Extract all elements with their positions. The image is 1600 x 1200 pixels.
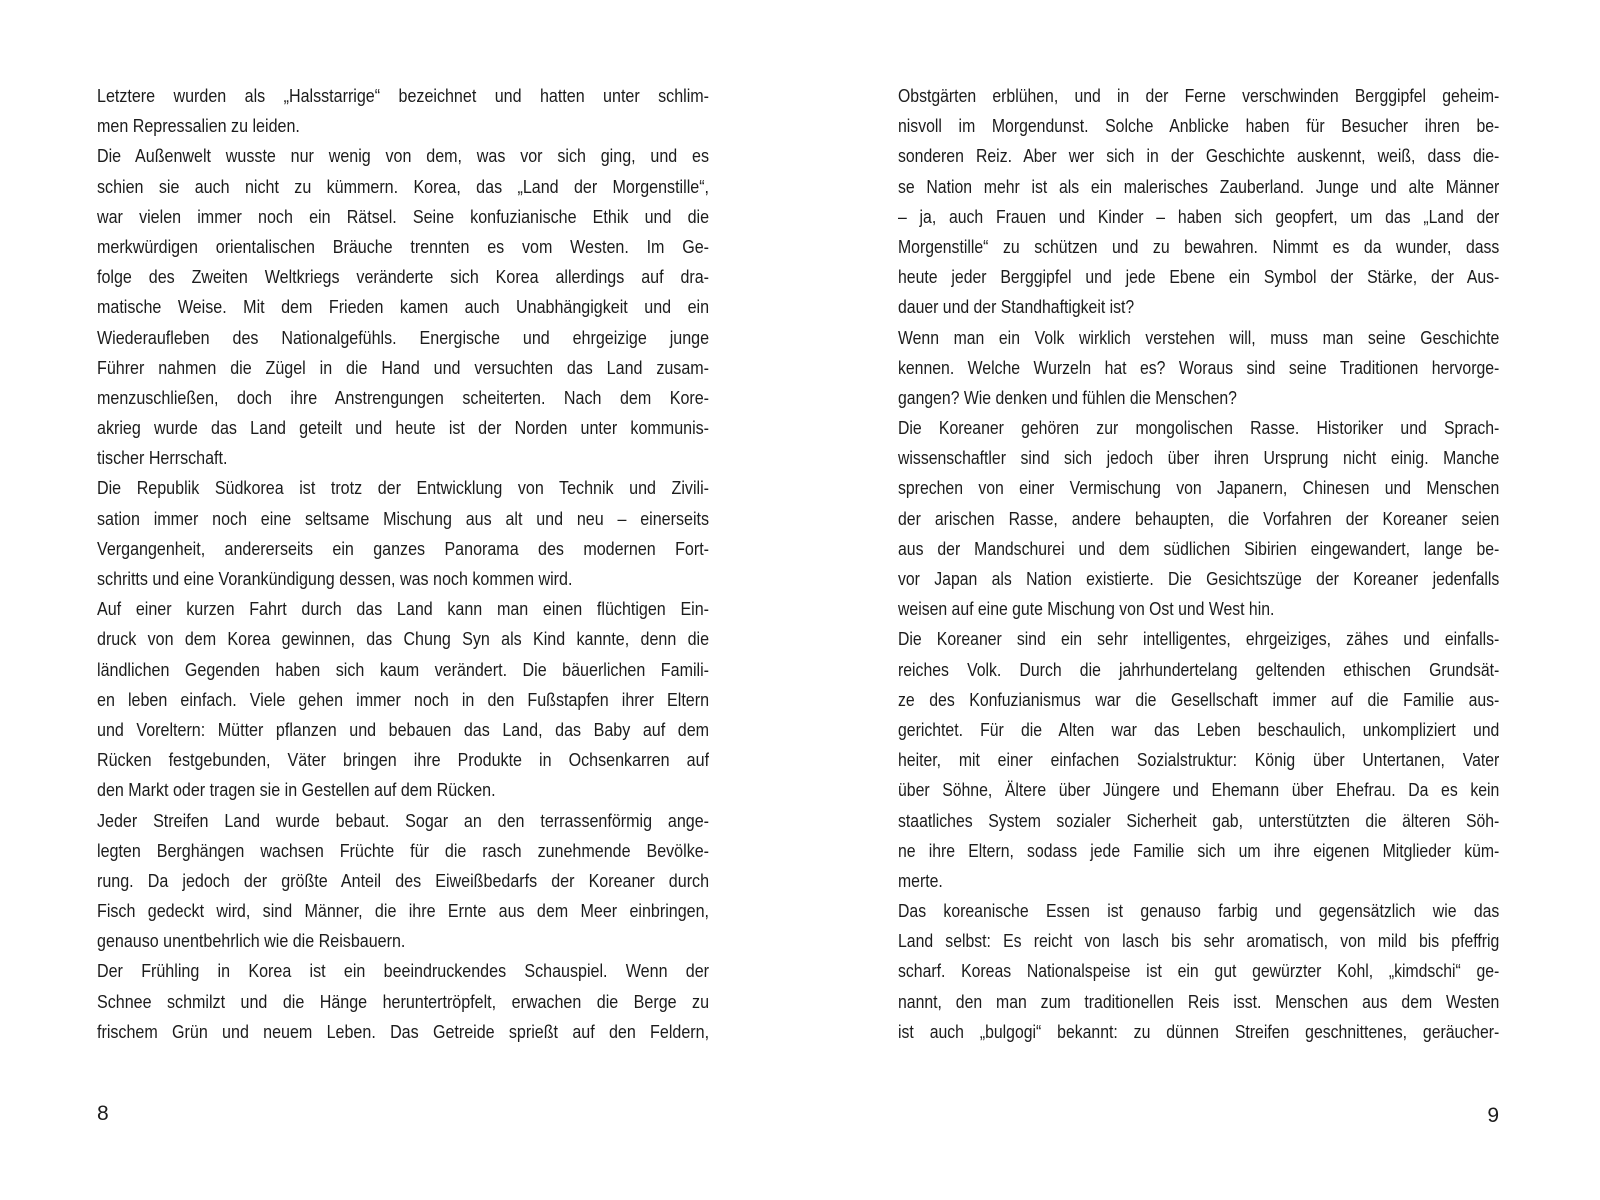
text-line: aus der Mandschurei und dem südlichen Sibirien eingewandert, lange be-: [898, 537, 1500, 559]
text-line: ne ihre Eltern, sodass jede Familie sich um ihre eigenen Mitglieder küm-: [898, 839, 1500, 861]
text-line: den Markt oder tragen sie in Gestellen auf dem Rücken.: [97, 779, 496, 801]
text-line: über Söhne, Ältere über Jüngere und Ehemann über Ehefrau. Da es kein: [898, 779, 1500, 801]
text-line: genauso unentbehrlich wie die Reisbauern.: [97, 930, 406, 952]
text-line: Führer nahmen die Zügel in die Hand und versuchten das Land zusam-: [97, 356, 710, 378]
text-line: menzuschließen, doch ihre Anstrengungen scheiterten. Nach dem Kore-: [97, 386, 710, 408]
text-line: men Repressalien zu leiden.: [97, 115, 300, 137]
left-page-text: [97, 81, 709, 1047]
text-line: sation immer noch eine seltsame Mischung aus alt und neu – einerseits: [97, 507, 710, 529]
text-line: gerichtet. Für die Alten war das Leben beschaulich, unkompliziert und: [898, 718, 1500, 740]
text-line: druck von dem Korea gewinnen, das Chung Syn als Kind kannte, denn die: [97, 628, 710, 650]
text-line: ze des Konfuzianismus war die Gesellschaft immer auf die Familie aus-: [898, 688, 1500, 710]
text-line: folge des Zweiten Weltkriegs veränderte sich Korea allerdings auf dra-: [97, 266, 710, 288]
text-line: wissenschaftler sind sich jedoch über ihren Ursprung nicht einig. Manche: [898, 447, 1500, 469]
text-line: war vielen immer noch ein Rätsel. Seine konfuzianische Ethik und die: [97, 205, 710, 227]
text-line: akrieg wurde das Land geteilt und heute ist der Norden unter kommunis-: [97, 417, 710, 439]
text-line: Vergangenheit, andererseits ein ganzes Panorama des modernen Fort-: [97, 537, 710, 559]
text-line: Land selbst: Es reicht von lasch bis sehr aromatisch, von mild bis pfeffrig: [898, 930, 1500, 952]
left-page: [97, 81, 812, 1047]
text-line: tischer Herrschaft.: [97, 447, 228, 469]
right-page: [898, 81, 1600, 1047]
text-line: sprechen von einer Vermischung von Japanern, Chinesen und Menschen: [898, 477, 1500, 499]
text-line: frischem Grün und neuem Leben. Das Getreide sprießt auf den Feldern,: [97, 1020, 710, 1042]
text-line: Fisch gedeckt wird, sind Männer, die ihre Ernte aus dem Meer einbringen,: [97, 900, 710, 922]
text-line: Das koreanische Essen ist genauso farbig und gegensätzlich wie das: [898, 900, 1500, 922]
text-line: sonderen Reiz. Aber wer sich in der Geschichte auskennt, weiß, dass die-: [898, 145, 1500, 167]
text-line: ist auch „bulgogi“ bekannt: zu dünnen Streifen geschnittenes, geräucher-: [898, 1020, 1500, 1042]
text-line: en leben einfach. Viele gehen immer noch in den Fußstapfen ihrer Eltern: [97, 688, 710, 710]
text-line: Wenn man ein Volk wirklich verstehen will, muss man seine Geschichte: [898, 326, 1500, 348]
text-line: schritts und eine Vorankündigung dessen, was noch kommen wird.: [97, 568, 573, 589]
text-line: Letztere wurden als „Halsstarrige“ bezeichnet und hatten unter schlim-: [97, 85, 710, 106]
text-line: gangen? Wie denken und fühlen die Menschen?: [898, 386, 1237, 408]
text-line: Wiederaufleben des Nationalgefühls. Energische und ehrgeizige junge: [97, 326, 710, 348]
text-line: Die Republik Südkorea ist trotz der Entwicklung von Technik und Zivili-: [97, 477, 710, 499]
text-line: Der Frühling in Korea ist ein beeindruckendes Schauspiel. Wenn der: [97, 960, 710, 982]
text-line: Obstgärten erblühen, und in der Ferne verschwinden Berggipfel geheim-: [898, 85, 1500, 106]
text-line: staatliches System sozialer Sicherheit gab, unterstützten die älteren Söh-: [898, 809, 1500, 831]
text-line: nannt, den man zum traditionellen Reis isst. Menschen aus dem Westen: [898, 990, 1500, 1012]
text-line: und Voreltern: Mütter pflanzen und bebauen das Land, das Baby auf dem: [97, 718, 710, 740]
text-line: vor Japan als Nation existierte. Die Gesichtszüge der Koreaner jedenfalls: [898, 568, 1500, 589]
text-line: Die Koreaner sind ein sehr intelligentes, ehrgeiziges, zähes und einfalls-: [898, 628, 1500, 650]
text-line: der arischen Rasse, andere behaupten, die Vorfahren der Koreaner seien: [898, 507, 1500, 529]
text-line: schien sie auch nicht zu kümmern. Korea, das „Land der Morgenstille“,: [97, 175, 710, 197]
text-line: weisen auf eine gute Mischung von Ost und West hin.: [898, 598, 1275, 620]
text-line: heiter, mit einer einfachen Sozialstruktur: König über Untertanen, Vater: [898, 749, 1500, 771]
text-line: Morgenstille“ zu schützen und zu bewahren. Nimmt es da wunder, dass: [898, 235, 1500, 257]
text-line: heute jeder Berggipfel und jede Ebene ein Symbol der Stärke, der Aus-: [898, 266, 1500, 288]
text-line: matische Weise. Mit dem Frieden kamen auch Unabhängigkeit und ein: [97, 296, 710, 318]
text-line: Die Koreaner gehören zur mongolischen Rasse. Historiker und Sprach-: [898, 417, 1500, 439]
text-line: merkwürdigen orientalischen Bräuche trennten es vom Westen. Im Ge-: [97, 235, 710, 257]
text-line: Rücken festgebunden, Väter bringen ihre Produkte in Ochsenkarren auf: [97, 749, 710, 771]
text-line: rung. Da jedoch der größte Anteil des Eiweißbedarfs der Koreaner durch: [97, 869, 710, 891]
text-line: Jeder Streifen Land wurde bebaut. Sogar an den terrassenförmig ange-: [97, 809, 710, 831]
text-line: kennen. Welche Wurzeln hat es? Woraus sind seine Traditionen hervorge-: [898, 356, 1500, 378]
text-line: Die Außenwelt wusste nur wenig von dem, was vor sich ging, und es: [97, 145, 710, 167]
text-line: legten Berghängen wachsen Früchte für die rasch zunehmende Bevölke-: [97, 839, 710, 861]
text-line: dauer und der Standhaftigkeit ist?: [898, 296, 1135, 318]
text-line: nisvoll im Morgendunst. Solche Anblicke haben für Besucher ihren be-: [898, 115, 1500, 137]
page-number-right: 9: [1487, 1104, 1499, 1127]
text-line: Schnee schmilzt und die Hänge heruntertröpfelt, erwachen die Berge zu: [97, 990, 710, 1012]
text-line: ländlichen Gegenden haben sich kaum verändert. Die bäuerlichen Famili-: [97, 658, 710, 680]
right-page-text: [898, 81, 1499, 1047]
page-number-left: 8: [97, 1102, 109, 1125]
text-line: Auf einer kurzen Fahrt durch das Land kann man einen flüchtigen Ein-: [97, 598, 710, 620]
text-line: se Nation mehr ist als ein malerisches Zauberland. Junge und alte Männer: [898, 175, 1500, 197]
text-line: merte.: [898, 869, 943, 891]
text-line: – ja, auch Frauen und Kinder – haben sich geopfert, um das „Land der: [898, 205, 1500, 227]
text-line: reiches Volk. Durch die jahrhundertelang geltenden ethischen Grundsät-: [898, 658, 1500, 680]
text-line: scharf. Koreas Nationalspeise ist ein gut gewürzter Kohl, „kimdschi“ ge-: [898, 960, 1500, 982]
